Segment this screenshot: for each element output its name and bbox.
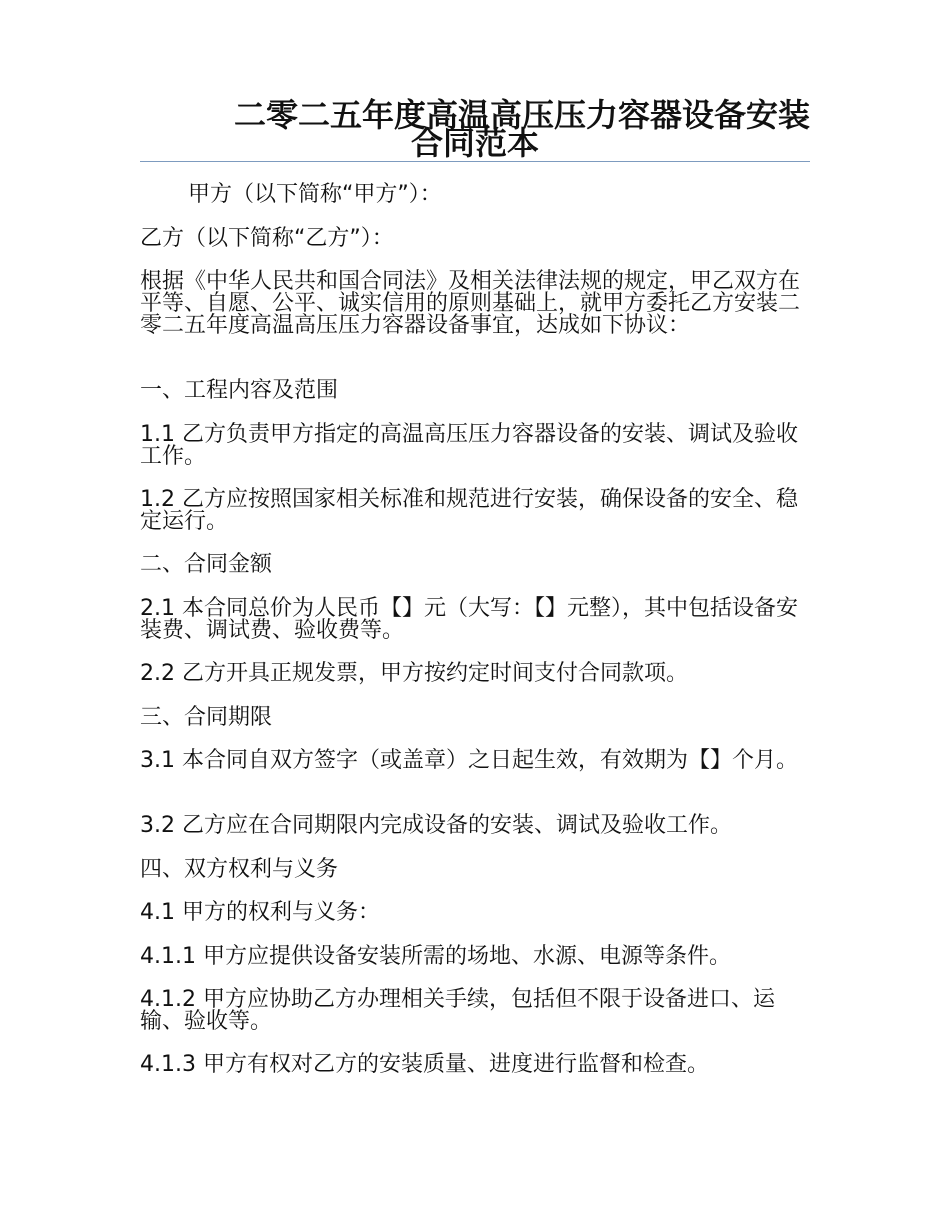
clause-2-1: 2.1 本合同总价为人民币【】元（大写：【】元整），其中包括设备安装费、调试费、验收费等。 [140, 596, 798, 643]
section-heading-term: 三、合同期限 [140, 705, 273, 730]
clause-4-1-3: 4.1.3 甲方有权对乙方的安装质量、进度进行监督和检查。 [140, 1052, 709, 1077]
section-heading-scope: 一、工程内容及范围 [140, 378, 339, 403]
title-underline [140, 161, 810, 162]
clause-4-1-1: 4.1.1 甲方应提供设备安装所需的场地、水源、电源等条件。 [140, 944, 731, 969]
document-title [140, 98, 810, 160]
party-b-line: 乙方（以下简称“乙方”）： [140, 226, 394, 251]
party-a-line: 甲方（以下简称“甲方”）： [188, 182, 442, 207]
clause-1-1: 1.1 乙方负责甲方指定的高温高压压力容器设备的安装、调试及验收工作。 [140, 422, 798, 469]
clause-2-2: 2.2 乙方开具正规发票，甲方按约定时间支付合同款项。 [140, 661, 688, 686]
section-heading-rights: 四、双方权利与义务 [140, 857, 339, 882]
clause-3-1: 3.1 本合同自双方签字（或盖章）之日起生效，有效期为【】个月。 [140, 748, 798, 773]
clause-1-2: 1.2 乙方应按照国家相关标准和规范进行安装，确保设备的安全、稳定运行。 [140, 487, 798, 534]
section-heading-amount: 二、合同金额 [140, 552, 273, 577]
document-title-line2: 合同范本 [410, 124, 539, 162]
clause-3-2: 3.2 乙方应在合同期限内完成设备的安装、调试及验收工作。 [140, 813, 732, 838]
clause-4-1-2: 4.1.2 甲方应协助乙方办理相关手续，包括但不限于设备进口、运输、验收等。 [140, 987, 775, 1034]
document-title-line1: 二零二五年度高温高压压力容器设备安装 [233, 96, 810, 134]
clause-4-1: 4.1 甲方的权利与义务： [140, 900, 380, 925]
preamble-paragraph: 根据《中华人民共和国合同法》及相关法律法规的规定，甲乙双方在平等、自愿、公平、诚实信用的原则基础上，就甲方委托乙方安装二零二五年度高温高压压力容器设备事宜，达成如下协议： [140, 269, 801, 338]
